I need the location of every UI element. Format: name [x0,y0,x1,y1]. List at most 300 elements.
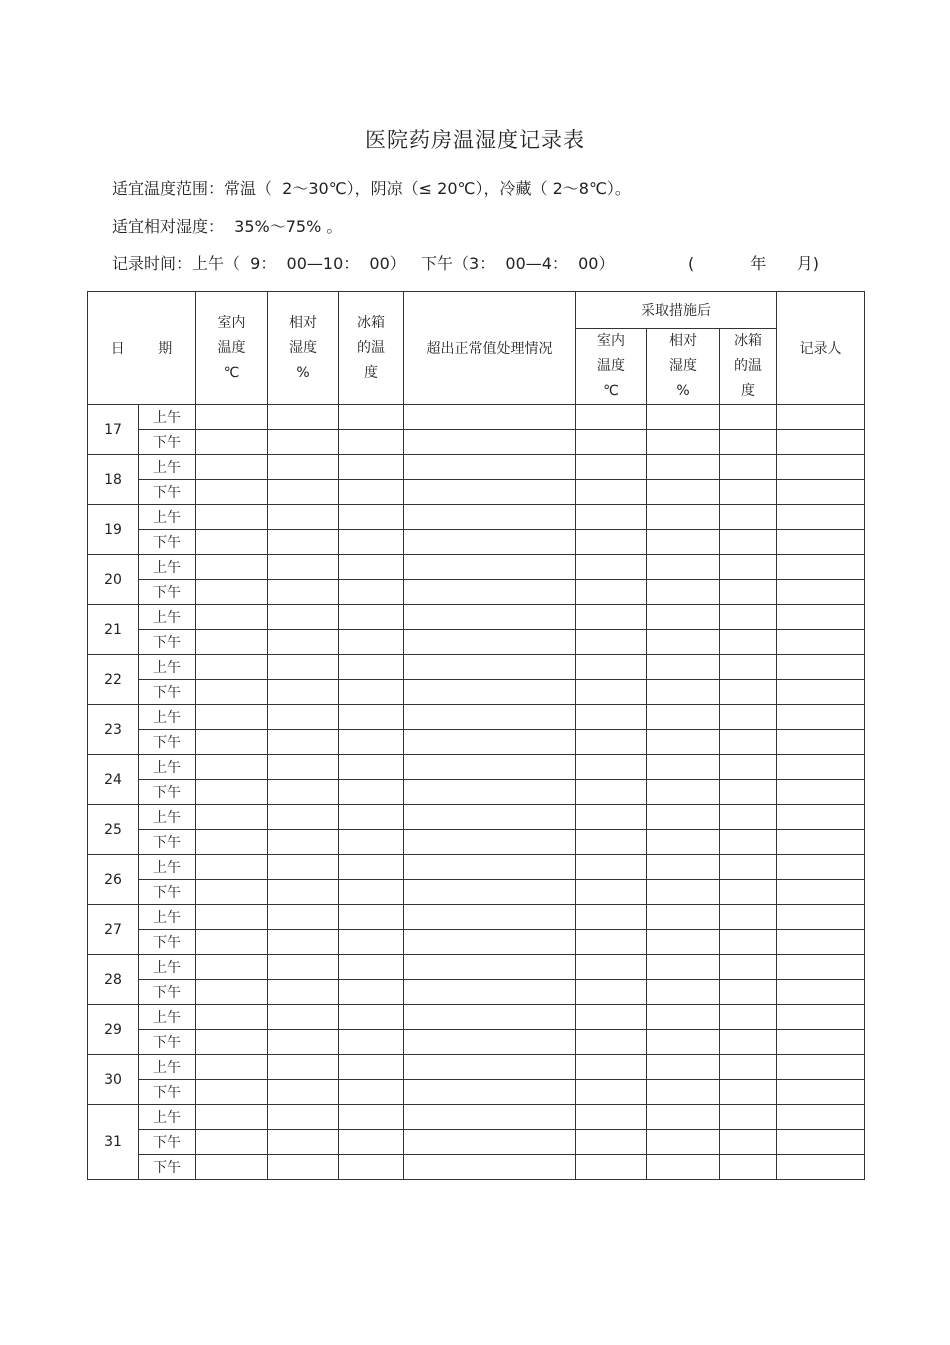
entry-cell[interactable] [339,430,404,455]
entry-cell[interactable] [777,555,865,580]
entry-cell[interactable] [720,930,777,955]
entry-cell[interactable] [268,480,339,505]
entry-cell[interactable] [576,730,647,755]
entry-cell[interactable] [339,905,404,930]
year-month-field: ( 年 月) [688,254,819,273]
entry-cell[interactable] [404,905,576,930]
entry-cell[interactable] [268,505,339,530]
entry-cell[interactable] [720,580,777,605]
entry-cell[interactable] [404,1080,576,1105]
entry-cell[interactable] [339,830,404,855]
entry-cell[interactable] [777,930,865,955]
entry-cell[interactable] [404,805,576,830]
entry-cell[interactable] [404,1055,576,1080]
entry-cell[interactable] [196,1155,268,1180]
entry-cell[interactable] [647,680,720,705]
entry-cell[interactable] [777,580,865,605]
entry-cell[interactable] [268,830,339,855]
period-cell: 下午 [139,1030,196,1055]
entry-cell[interactable] [196,605,268,630]
entry-cell[interactable] [268,1130,339,1155]
entry-cell[interactable] [720,655,777,680]
entry-cell[interactable] [404,830,576,855]
entry-cell[interactable] [196,705,268,730]
entry-cell[interactable] [576,455,647,480]
entry-cell[interactable] [777,855,865,880]
period-cell: 上午 [139,655,196,680]
entry-cell[interactable] [576,680,647,705]
entry-cell[interactable] [777,955,865,980]
period-cell: 下午 [139,930,196,955]
entry-cell[interactable] [720,530,777,555]
entry-cell[interactable] [720,455,777,480]
entry-cell[interactable] [339,805,404,830]
entry-cell[interactable] [404,505,576,530]
entry-cell[interactable] [720,955,777,980]
entry-cell[interactable] [339,980,404,1005]
table-row [88,430,865,455]
entry-cell[interactable] [339,1005,404,1030]
entry-cell[interactable] [268,655,339,680]
entry-cell[interactable] [196,980,268,1005]
entry-cell[interactable] [404,955,576,980]
entry-cell[interactable] [196,730,268,755]
entry-cell[interactable] [647,880,720,905]
entry-cell[interactable] [777,480,865,505]
entry-cell[interactable] [777,1105,865,1130]
period-cell: 下午 [139,480,196,505]
entry-cell[interactable] [196,930,268,955]
entry-cell[interactable] [720,605,777,630]
entry-cell[interactable] [647,705,720,730]
period-cell: 下午 [139,530,196,555]
entry-cell[interactable] [647,1030,720,1055]
entry-cell[interactable] [647,1105,720,1130]
entry-cell[interactable] [720,1130,777,1155]
entry-cell[interactable] [404,705,576,730]
entry-cell[interactable] [647,805,720,830]
header-after-indoor-temp: 室内 温度 ℃ [576,329,647,405]
entry-cell[interactable] [196,530,268,555]
entry-cell[interactable] [720,630,777,655]
entry-cell[interactable] [339,1080,404,1105]
entry-cell[interactable] [576,1055,647,1080]
entry-cell[interactable] [777,1030,865,1055]
period-cell: 下午 [139,430,196,455]
entry-cell[interactable] [720,855,777,880]
entry-cell[interactable] [339,455,404,480]
entry-cell[interactable] [720,805,777,830]
entry-cell[interactable] [404,555,576,580]
entry-cell[interactable] [268,755,339,780]
entry-cell[interactable] [777,755,865,780]
period-cell: 下午 [139,880,196,905]
entry-cell[interactable] [268,580,339,605]
entry-cell[interactable] [196,580,268,605]
entry-cell[interactable] [720,1055,777,1080]
entry-cell[interactable] [196,505,268,530]
entry-cell[interactable] [196,655,268,680]
entry-cell[interactable] [576,980,647,1005]
entry-cell[interactable] [647,630,720,655]
period-cell: 上午 [139,1105,196,1130]
day-cell-27: 27 [88,905,139,955]
entry-cell[interactable] [647,430,720,455]
entry-cell[interactable] [404,680,576,705]
entry-cell[interactable] [720,405,777,430]
entry-cell[interactable] [339,655,404,680]
entry-cell[interactable] [576,1005,647,1030]
entry-cell[interactable] [576,655,647,680]
day-cell-22: 22 [88,655,139,705]
entry-cell[interactable] [404,605,576,630]
entry-cell[interactable] [404,455,576,480]
entry-cell[interactable] [196,755,268,780]
entry-cell[interactable] [647,930,720,955]
entry-cell[interactable] [268,930,339,955]
table-row [88,455,865,480]
entry-cell[interactable] [720,755,777,780]
day-cell-25: 25 [88,805,139,855]
entry-cell[interactable] [268,405,339,430]
entry-cell[interactable] [268,730,339,755]
entry-cell[interactable] [720,1080,777,1105]
entry-cell[interactable] [404,1030,576,1055]
table-row [88,530,865,555]
entry-cell[interactable] [777,680,865,705]
entry-cell[interactable] [777,1055,865,1080]
entry-cell[interactable] [647,780,720,805]
entry-cell[interactable] [647,755,720,780]
log-table-body [88,405,865,1180]
entry-cell[interactable] [576,555,647,580]
entry-cell[interactable] [777,630,865,655]
entry-cell[interactable] [339,1105,404,1130]
entry-cell[interactable] [339,530,404,555]
entry-cell[interactable] [268,530,339,555]
entry-cell[interactable] [339,580,404,605]
entry-cell[interactable] [777,1005,865,1030]
entry-cell[interactable] [339,505,404,530]
entry-cell[interactable] [576,630,647,655]
entry-cell[interactable] [777,1130,865,1155]
entry-cell[interactable] [777,530,865,555]
entry-cell[interactable] [777,430,865,455]
entry-cell[interactable] [777,1155,865,1180]
entry-cell[interactable] [720,705,777,730]
entry-cell[interactable] [720,830,777,855]
entry-cell[interactable] [647,505,720,530]
entry-cell[interactable] [647,405,720,430]
entry-cell[interactable] [647,530,720,555]
entry-cell[interactable] [339,705,404,730]
table-row [88,1030,865,1055]
entry-cell[interactable] [339,405,404,430]
table-row [88,680,865,705]
entry-cell[interactable] [196,1005,268,1030]
entry-cell[interactable] [268,705,339,730]
entry-cell[interactable] [196,1105,268,1130]
entry-cell[interactable] [647,830,720,855]
table-row [88,630,865,655]
entry-cell[interactable] [339,630,404,655]
entry-cell[interactable] [647,580,720,605]
entry-cell[interactable] [777,980,865,1005]
page-title: 医院药房温湿度记录表 [365,128,585,152]
day-cell-21: 21 [88,605,139,655]
entry-cell[interactable] [576,805,647,830]
entry-cell[interactable] [720,905,777,930]
entry-cell[interactable] [404,780,576,805]
entry-cell[interactable] [339,880,404,905]
entry-cell[interactable] [339,1055,404,1080]
day-cell-17: 17 [88,405,139,455]
entry-cell[interactable] [777,830,865,855]
entry-cell[interactable] [339,605,404,630]
entry-cell[interactable] [720,780,777,805]
entry-cell[interactable] [576,1105,647,1130]
entry-cell[interactable] [720,680,777,705]
entry-cell[interactable] [720,1105,777,1130]
entry-cell[interactable] [404,1105,576,1130]
entry-cell[interactable] [404,480,576,505]
entry-cell[interactable] [268,805,339,830]
entry-cell[interactable] [720,980,777,1005]
entry-cell[interactable] [777,705,865,730]
entry-cell[interactable] [268,1005,339,1030]
entry-cell[interactable] [576,580,647,605]
entry-cell[interactable] [404,580,576,605]
entry-cell[interactable] [404,655,576,680]
entry-cell[interactable] [777,405,865,430]
day-cell-28: 28 [88,955,139,1005]
entry-cell[interactable] [339,855,404,880]
entry-cell[interactable] [339,1030,404,1055]
entry-cell[interactable] [339,555,404,580]
entry-cell[interactable] [196,855,268,880]
period-cell: 下午 [139,680,196,705]
entry-cell[interactable] [777,455,865,480]
record-time-text: 记录时间：上午（ 9： 00—10： 00） 下午（3： 00—4： 00） [112,254,615,273]
table-row [88,855,865,880]
table-row [88,780,865,805]
entry-cell[interactable] [720,1030,777,1055]
entry-cell[interactable] [268,555,339,580]
entry-cell[interactable] [268,1055,339,1080]
entry-cell[interactable] [647,1005,720,1030]
entry-cell[interactable] [720,430,777,455]
entry-cell[interactable] [576,930,647,955]
entry-cell[interactable] [196,480,268,505]
entry-cell[interactable] [576,405,647,430]
entry-cell[interactable] [720,480,777,505]
entry-cell[interactable] [576,780,647,805]
day-cell-26: 26 [88,855,139,905]
entry-cell[interactable] [404,1005,576,1030]
entry-cell[interactable] [576,830,647,855]
entry-cell[interactable] [576,430,647,455]
entry-cell[interactable] [777,905,865,930]
entry-cell[interactable] [576,505,647,530]
period-cell: 上午 [139,505,196,530]
entry-cell[interactable] [576,1030,647,1055]
header-relative-humidity: 相对 湿度 % [268,292,339,405]
entry-cell[interactable] [720,555,777,580]
entry-cell[interactable] [404,430,576,455]
entry-cell[interactable] [196,455,268,480]
entry-cell[interactable] [196,430,268,455]
entry-cell[interactable] [196,880,268,905]
entry-cell[interactable] [720,730,777,755]
entry-cell[interactable] [404,755,576,780]
entry-cell[interactable] [647,730,720,755]
entry-cell[interactable] [196,680,268,705]
entry-cell[interactable] [339,780,404,805]
entry-cell[interactable] [404,880,576,905]
entry-cell[interactable] [196,1030,268,1055]
entry-cell[interactable] [339,755,404,780]
table-row [88,755,865,780]
entry-cell[interactable] [576,705,647,730]
entry-cell[interactable] [404,1155,576,1180]
entry-cell[interactable] [576,755,647,780]
entry-cell[interactable] [720,1005,777,1030]
entry-cell[interactable] [576,955,647,980]
entry-cell[interactable] [268,680,339,705]
entry-cell[interactable] [196,905,268,930]
entry-cell[interactable] [647,455,720,480]
entry-cell[interactable] [339,480,404,505]
entry-cell[interactable] [647,855,720,880]
entry-cell[interactable] [268,780,339,805]
entry-cell[interactable] [268,430,339,455]
period-cell: 下午 [139,830,196,855]
entry-cell[interactable] [268,630,339,655]
entry-cell[interactable] [647,1055,720,1080]
entry-cell[interactable] [576,1080,647,1105]
period-cell: 上午 [139,805,196,830]
entry-cell[interactable] [777,605,865,630]
entry-cell[interactable] [777,505,865,530]
entry-cell[interactable] [404,980,576,1005]
entry-cell[interactable] [647,655,720,680]
entry-cell[interactable] [720,1155,777,1180]
entry-cell[interactable] [647,905,720,930]
entry-cell[interactable] [404,1130,576,1155]
entry-cell[interactable] [339,680,404,705]
day-cell-19: 19 [88,505,139,555]
table-row [88,1080,865,1105]
entry-cell[interactable] [268,1155,339,1180]
entry-cell[interactable] [196,830,268,855]
entry-cell[interactable] [647,1130,720,1155]
entry-cell[interactable] [647,1080,720,1105]
entry-cell[interactable] [268,605,339,630]
table-row [88,1005,865,1030]
entry-cell[interactable] [404,730,576,755]
table-row [88,555,865,580]
entry-cell[interactable] [777,805,865,830]
entry-cell[interactable] [196,1080,268,1105]
entry-cell[interactable] [647,480,720,505]
entry-cell[interactable] [339,955,404,980]
entry-cell[interactable] [339,1155,404,1180]
entry-cell[interactable] [404,855,576,880]
entry-cell[interactable] [268,855,339,880]
entry-cell[interactable] [196,780,268,805]
entry-cell[interactable] [777,655,865,680]
entry-cell[interactable] [339,1130,404,1155]
entry-cell[interactable] [268,905,339,930]
entry-cell[interactable] [777,1080,865,1105]
entry-cell[interactable] [196,555,268,580]
table-row [88,605,865,630]
table-row [88,480,865,505]
entry-cell[interactable] [777,780,865,805]
entry-cell[interactable] [404,930,576,955]
table-row [88,905,865,930]
entry-cell[interactable] [404,630,576,655]
entry-cell[interactable] [196,1130,268,1155]
entry-cell[interactable] [268,980,339,1005]
period-cell: 上午 [139,1005,196,1030]
entry-cell[interactable] [268,455,339,480]
entry-cell[interactable] [720,505,777,530]
header-indoor-temp: 室内 温度 ℃ [196,292,268,405]
entry-cell[interactable] [196,955,268,980]
entry-cell[interactable] [576,480,647,505]
entry-cell[interactable] [576,530,647,555]
entry-cell[interactable] [647,605,720,630]
entry-cell[interactable] [268,1080,339,1105]
entry-cell[interactable] [576,880,647,905]
entry-cell[interactable] [196,405,268,430]
entry-cell[interactable] [196,805,268,830]
entry-cell[interactable] [576,855,647,880]
entry-cell[interactable] [777,730,865,755]
entry-cell[interactable] [339,930,404,955]
entry-cell[interactable] [268,1030,339,1055]
entry-cell[interactable] [268,880,339,905]
table-row [88,980,865,1005]
table-row [88,1155,865,1180]
entry-cell[interactable] [647,955,720,980]
entry-cell[interactable] [268,955,339,980]
entry-cell[interactable] [196,1055,268,1080]
table-row [88,930,865,955]
entry-cell[interactable] [647,1155,720,1180]
header-abnormal-handling: 超出正常值处理情况 [404,292,576,405]
temperature-humidity-log-table [87,291,865,1180]
table-row [88,955,865,980]
entry-cell[interactable] [196,630,268,655]
entry-cell[interactable] [404,530,576,555]
entry-cell[interactable] [404,405,576,430]
entry-cell[interactable] [576,905,647,930]
entry-cell[interactable] [647,980,720,1005]
period-cell: 下午 [139,780,196,805]
header-after-relative-humidity: 相对 湿度 % [647,329,720,405]
entry-cell[interactable] [339,730,404,755]
table-row [88,655,865,680]
entry-cell[interactable] [576,605,647,630]
entry-cell[interactable] [647,555,720,580]
entry-cell[interactable] [720,880,777,905]
entry-cell[interactable] [268,1105,339,1130]
entry-cell[interactable] [576,1155,647,1180]
entry-cell[interactable] [777,880,865,905]
entry-cell[interactable] [576,1130,647,1155]
